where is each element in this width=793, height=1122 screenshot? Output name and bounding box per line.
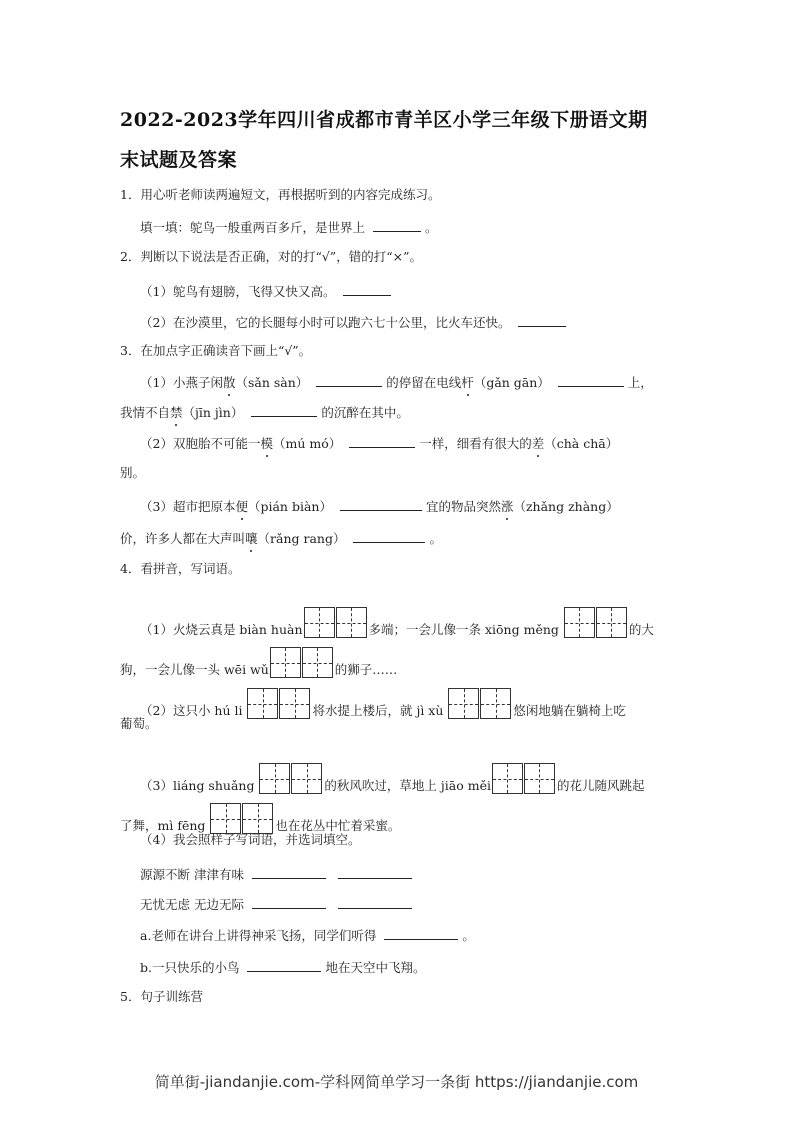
text-segment: 的停留在电线 [386,375,462,390]
grid-cell[interactable] [242,803,273,834]
text-segment: （rǎng rang） [257,531,350,546]
text-segment: （sǎn sàn） [235,375,313,390]
text-segment: （gǎn gān） [473,375,554,390]
text-line [120,402,409,422]
text-segment: 5．句子训练营 [120,989,203,1004]
text-segment: 多端；一会儿像一条 xiōng měng [368,622,563,637]
text-segment [330,867,334,882]
answer-blank[interactable] [518,312,566,327]
answer-blank[interactable] [247,957,321,972]
grid-cell[interactable] [336,607,367,638]
text-segment: （1）鸵鸟有翅膀，飞得又快又高。 [140,284,340,299]
grid-cell[interactable] [564,607,595,638]
answer-blank[interactable] [338,864,412,879]
text-segment: 。 [429,531,442,546]
grid-cell[interactable] [259,763,290,794]
answer-blank[interactable] [338,894,412,909]
grid-cell[interactable] [279,688,310,719]
dotted-character: 模 [260,436,273,451]
text-segment: 。 [462,928,475,943]
text-segment: （3）超市把原本 [140,499,236,514]
text-segment: a.老师在讲台上讲得神采飞扬，同学们听得 [140,928,381,943]
text-line [140,607,654,639]
text-segment: 填一填：鸵鸟一般重两百多斤，是世界上 [140,220,369,235]
dotted-character: 涨 [500,499,514,514]
text-line [120,560,240,578]
dotted-character: 杆 [461,375,474,390]
grid-cell[interactable] [448,688,479,719]
text-line [140,894,416,914]
text-line [120,464,145,482]
grid-cell[interactable] [247,688,278,719]
document-title-line-1: 2022-2023学年四川省成都市青羊区小学三年级下册语文期 [120,109,648,131]
answer-blank[interactable] [340,496,422,511]
grid-cell[interactable] [302,647,333,678]
dotted-character: 差 [531,436,545,451]
text-line [140,864,416,884]
footer-watermark: 简单街-jiandanjie.com-学科网简单学习一条街 https://jiandanjie.com [154,1073,639,1091]
text-segment: 的大 [628,622,654,637]
answer-blank[interactable] [343,281,391,296]
grid-cell[interactable] [524,763,555,794]
text-segment: 悠闲地躺在躺椅上吃 [513,703,626,718]
text-line [140,372,653,392]
text-line [120,715,158,733]
text-segment [330,897,334,912]
answer-blank[interactable] [353,528,425,543]
text-segment: 了舞，mì fēng [120,818,210,833]
text-line [140,433,618,453]
answer-blank[interactable] [373,217,421,232]
grid-cell[interactable] [480,688,511,719]
text-segment: 宜的物品突然 [425,499,501,514]
text-line [140,281,395,301]
text-line [120,647,397,679]
text-segment: （mú mó） [272,436,346,451]
text-segment: （1）火烧云真是 biàn huàn [140,622,303,637]
text-line [140,496,619,516]
writing-grid[interactable] [247,688,311,719]
text-line [120,248,422,266]
text-segment: （4）我会照样子写词语，并选词填空。 [140,832,361,847]
text-segment: （pián biàn） [247,499,336,514]
text-segment: 将水提上楼后，就 jì xù [312,703,448,718]
writing-grid[interactable] [564,607,628,638]
grid-cell[interactable] [492,763,523,794]
text-line [120,186,440,204]
text-line [140,217,438,237]
text-segment: 狗，一会儿像一头 wēi wǔ [120,662,269,677]
text-segment: 无忧无虑 无边无际 [140,897,248,912]
text-segment: 。 [424,220,438,235]
answer-blank[interactable] [558,372,624,387]
answer-blank[interactable] [251,402,317,417]
text-segment: 我情不自 [120,405,171,420]
writing-grid[interactable] [210,803,274,834]
text-segment: b.一只快乐的小鸟 [140,960,244,975]
text-segment: 的花儿随风跳起 [556,778,645,793]
grid-cell[interactable] [291,763,322,794]
writing-grid[interactable] [492,763,556,794]
text-segment: 价，许多人都在大声叫 [120,531,246,546]
text-segment: 2．判断以下说法是否正确，对的打“√”，错的打“×”。 [120,249,422,264]
text-line [140,957,425,977]
text-segment: 1．用心听老师读两遍短文，再根据听到的内容完成练习。 [120,187,441,202]
text-segment: （2）这只小 hú li [140,703,247,718]
dotted-character: 嚷 [245,531,258,546]
text-line [140,925,475,945]
text-line [140,763,645,795]
text-segment: 4．看拼音，写词语。 [120,561,241,576]
answer-blank[interactable] [384,925,458,940]
text-segment: （2）在沙漠里，它的长腿每小时可以跑六七十公里，比火车还快。 [140,315,515,330]
text-segment: 3．在加点字正确读音下画上“√”。 [120,343,312,358]
text-segment: 也在花丛中忙着采蜜。 [275,818,401,833]
text-segment: 地在天空中飞翔。 [325,960,426,975]
text-line [140,688,626,720]
text-line [120,528,442,548]
writing-grid[interactable] [259,763,323,794]
answer-blank[interactable] [349,433,415,448]
grid-cell[interactable] [210,803,241,834]
grid-cell[interactable] [304,607,335,638]
text-line [140,831,360,849]
answer-blank[interactable] [252,894,326,909]
text-segment: （1）小燕子闲 [140,375,223,390]
text-segment: （jīn jìn） [182,405,248,420]
text-segment: 上， [627,375,653,390]
dotted-character: 禁 [170,405,183,420]
grid-cell[interactable] [270,647,301,678]
text-segment: （2）双胞胎不可能一 [140,436,261,451]
text-segment: 的沉醉在其中。 [321,405,409,420]
dotted-character: 便 [235,499,248,514]
text-line [140,312,570,332]
text-segment: 源源不断 津津有味 [140,867,248,882]
text-line [120,342,311,360]
writing-grid[interactable] [270,647,334,678]
text-line [120,988,203,1006]
text-segment: （zhǎng zhàng） [513,499,619,514]
answer-blank[interactable] [316,372,382,387]
dotted-character: 散 [222,375,236,390]
text-segment: （3）liáng shuǎng [140,778,259,793]
text-segment: 的秋风吹过，草地上 jiāo měi [324,778,491,793]
text-segment: 的狮子…… [334,662,398,677]
text-segment: 别。 [120,465,146,480]
text-segment: 一样，细看有很大的 [419,436,532,451]
document-title-line-2: 末试题及答案 [120,149,238,171]
grid-cell[interactable] [596,607,627,638]
text-segment: 葡萄。 [120,716,158,731]
text-segment: （chà chā） [544,436,619,451]
writing-grid[interactable] [304,607,368,638]
writing-grid[interactable] [448,688,512,719]
answer-blank[interactable] [252,864,326,879]
